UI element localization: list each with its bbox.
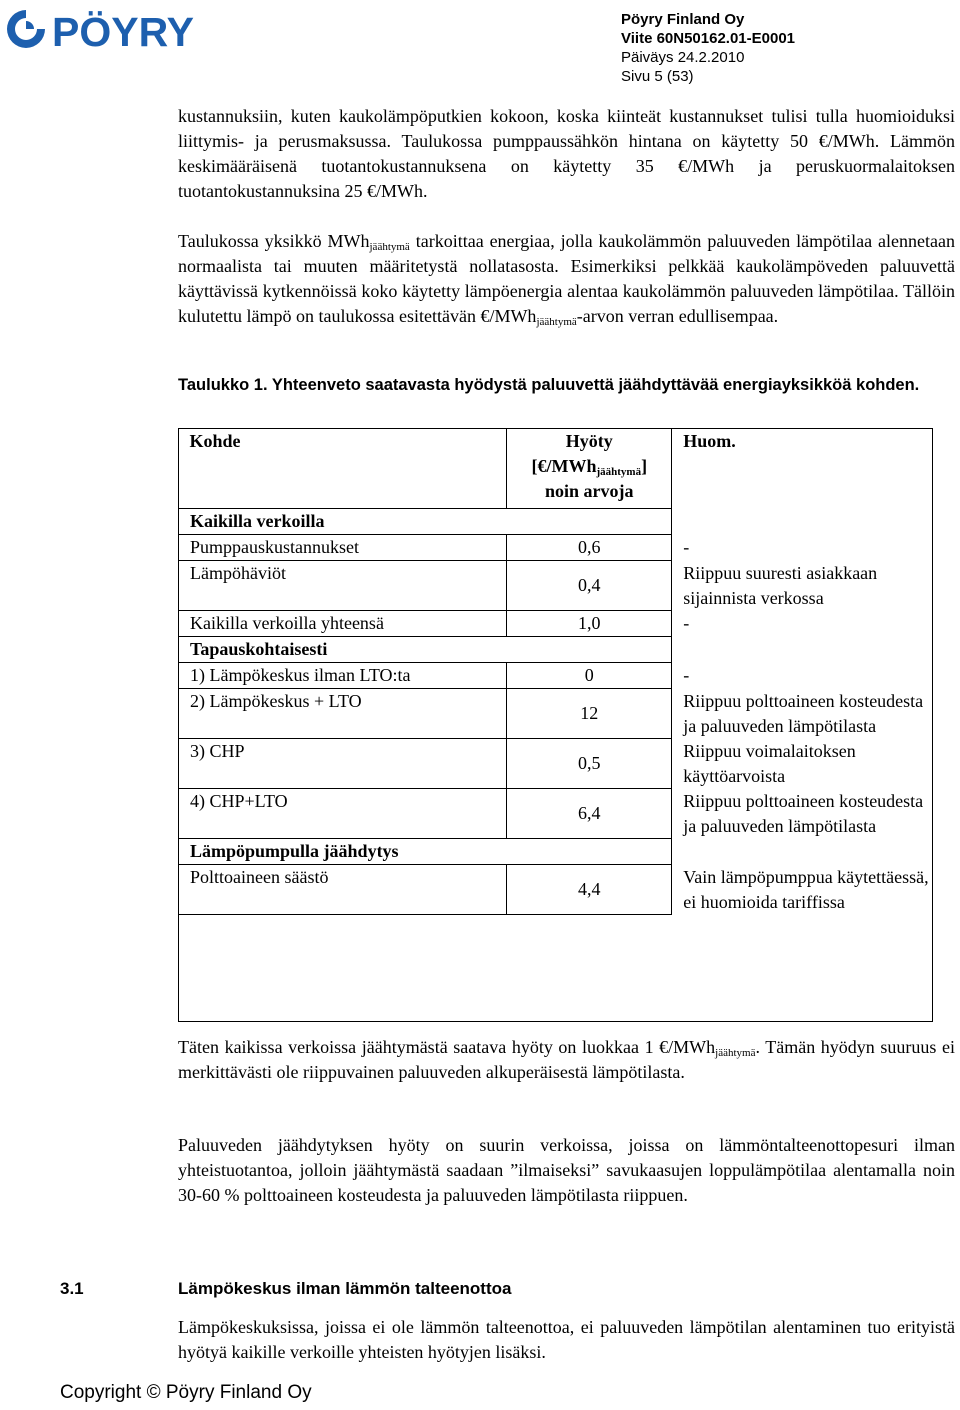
- section-row-label: Lämpöpumpulla jäähdytys: [179, 839, 672, 865]
- table-row: [179, 637, 934, 663]
- table-caption: Taulukko 1. Yhteenveto saatavasta hyödystä paluuvettä jäähdyttävää energiayksikköä kohden.: [178, 376, 920, 394]
- paragraph-intro-1: [178, 104, 955, 204]
- row-note: Riippuu voimalaitoksen käyttöarvoista: [683, 740, 856, 786]
- header-huom: Huom.: [683, 430, 736, 451]
- row-value: 0: [507, 663, 672, 689]
- table-row: [179, 865, 934, 915]
- document-reference: Viite 60N50162.01-E0001: [621, 30, 796, 47]
- row-value: 1,0: [507, 611, 672, 637]
- row-label: 4) CHP+LTO: [179, 789, 507, 839]
- table-row: [179, 689, 934, 739]
- row-value: 0,6: [507, 535, 672, 561]
- logo-text: PÖYRY: [52, 9, 195, 52]
- row-note: Vain lämpöpumppua käytettäessä, ei huomioida tariffissa: [683, 866, 929, 912]
- empty-cell: [672, 637, 934, 663]
- empty-cell: [672, 839, 934, 865]
- row-label: 1) Lämpökeskus ilman LTO:ta: [179, 663, 507, 689]
- header-kohde: Kohde: [189, 430, 241, 451]
- subscript: jäähtymä: [596, 466, 642, 478]
- table-row: [179, 739, 934, 789]
- table-header-row: [179, 429, 934, 509]
- row-note: Riippuu polttoaineen kosteudesta ja paluuveden lämpötilasta: [683, 790, 924, 836]
- row-value: 12: [507, 689, 672, 739]
- header-hyoty-line1: Hyöty: [565, 431, 613, 451]
- row-note: Riippuu suuresti asiakkaan sijainnista verkossa: [683, 562, 878, 608]
- document-header: [621, 10, 795, 86]
- section-title: Lämpökeskus ilman lämmön talteenottoa: [178, 1279, 512, 1298]
- company-name: Pöyry Finland Oy: [621, 11, 745, 28]
- row-label: Kaikilla verkoilla yhteensä: [179, 611, 507, 637]
- header-hyoty-line3: noin arvoja: [545, 481, 634, 501]
- row-label: Lämpöhäviöt: [179, 561, 507, 611]
- poyry-logo: [4, 6, 244, 52]
- row-value: 6,4: [507, 789, 672, 839]
- table-row: [179, 611, 934, 637]
- paragraph-after-1: [178, 1035, 955, 1085]
- table-row: [179, 561, 934, 611]
- row-label: Pumppauskustannukset: [179, 535, 507, 561]
- text-span: ]: [641, 456, 648, 476]
- row-note: -: [683, 536, 690, 557]
- text-span: Taulukossa yksikkö MWh: [178, 231, 370, 251]
- paragraph-after-2: [178, 1133, 955, 1208]
- row-value: 0,4: [507, 561, 672, 611]
- row-label: 3) CHP: [179, 739, 507, 789]
- row-label: 2) Lämpökeskus + LTO: [179, 689, 507, 739]
- row-value: 4,4: [507, 865, 672, 915]
- copyright-footer: Copyright © Pöyry Finland Oy: [60, 1382, 312, 1403]
- text-span: Täten kaikissa verkoissa jäähtymästä saatava hyöty on luokkaa 1 €/MWh: [178, 1037, 716, 1057]
- subscript: jäähtymä: [715, 1047, 756, 1059]
- text-span: . Tämän hyödyn suuruus ei merkittävästi ole riippuvainen paluuveden alkuperäisestä lämpötilasta.: [178, 1037, 955, 1082]
- summary-table: [178, 428, 934, 915]
- paragraph-text: Paluuveden jäähdytyksen hyöty on suurin verkoissa, joissa on lämmöntalteenottopesuri ilman yhteistuotantoa, jolloin jäähtymästä saadaan ”ilmaiseksi” savukaasujen loppulämpötilaa alentamalla noin 30-60 % polttoaineen kosteudesta ja paluuveden lämpötilasta riippuen.: [178, 1135, 955, 1205]
- row-value: 0,5: [507, 739, 672, 789]
- row-label: Polttoaineen säästö: [179, 865, 507, 915]
- text-span: [€/MWh: [531, 456, 597, 476]
- row-note: -: [683, 664, 690, 685]
- header-hyoty-line2: [507, 454, 671, 479]
- subscript: jäähtymä: [536, 316, 577, 328]
- paragraph-intro-2: [178, 229, 955, 329]
- document-date: Päiväys 24.2.2010: [621, 49, 745, 66]
- table-row: [179, 663, 934, 689]
- table-row: [179, 789, 934, 839]
- section-row-label: Tapauskohtaisesti: [179, 637, 672, 663]
- page-number: Sivu 5 (53): [621, 68, 694, 85]
- row-note: -: [683, 612, 690, 633]
- table-row: [179, 839, 934, 865]
- paragraph-text: [178, 229, 955, 329]
- text-span: -arvon verran edullisempaa.: [576, 306, 779, 326]
- paragraph-text: kustannuksiin, kuten kaukolämpöputkien kokoon, koska kiinteät kustannukset tulisi tulla huomioiduksi liittymis- ja perusmaksussa. Taulukossa pumppaussähkön hintana on käytetty 50 €/MWh. Lämmön keskimääräisenä tuotantokustannuksena on käytetty 35 €/MWh ja peruskuormalaitoksen tuotantokustannuksina 25 €/MWh.: [178, 106, 955, 201]
- subscript: jäähtymä: [369, 241, 410, 253]
- table-row: [179, 509, 934, 535]
- text-span: tarkoittaa energiaa, jolla kaukolämmön paluuveden lämpötilaa alennetaan normaalista tai muuten määritetystä nollatasosta. Esimerkiksi pelkkää kaukolämpöveden paluuvettä käyttävissä kytkennöissä koko käytetty lämpöenergia alentaa kaukolämmön paluuveden lämpötilaa. Tällöin kulutettu lämpö on taulukossa esitettävän €/MWh: [178, 231, 955, 326]
- table-row: [179, 535, 934, 561]
- paragraph-text: Lämpökeskuksissa, joissa ei ole lämmön talteenottoa, ei paluuveden lämpötilan alentaminen tuo erityistä hyötyä kaikille verkoille yhteisten hyötyjen lisäksi.: [178, 1317, 955, 1362]
- paragraph-text: [178, 1035, 955, 1085]
- header-hyoty: [507, 429, 672, 509]
- paragraph-section: [178, 1315, 955, 1365]
- section-row-label: Kaikilla verkoilla: [179, 509, 672, 535]
- poyry-logo-mark: [4, 6, 244, 52]
- empty-cell: [672, 509, 934, 535]
- section-number: 3.1: [60, 1279, 84, 1298]
- row-note: Riippuu polttoaineen kosteudesta ja paluuveden lämpötilasta: [683, 690, 924, 736]
